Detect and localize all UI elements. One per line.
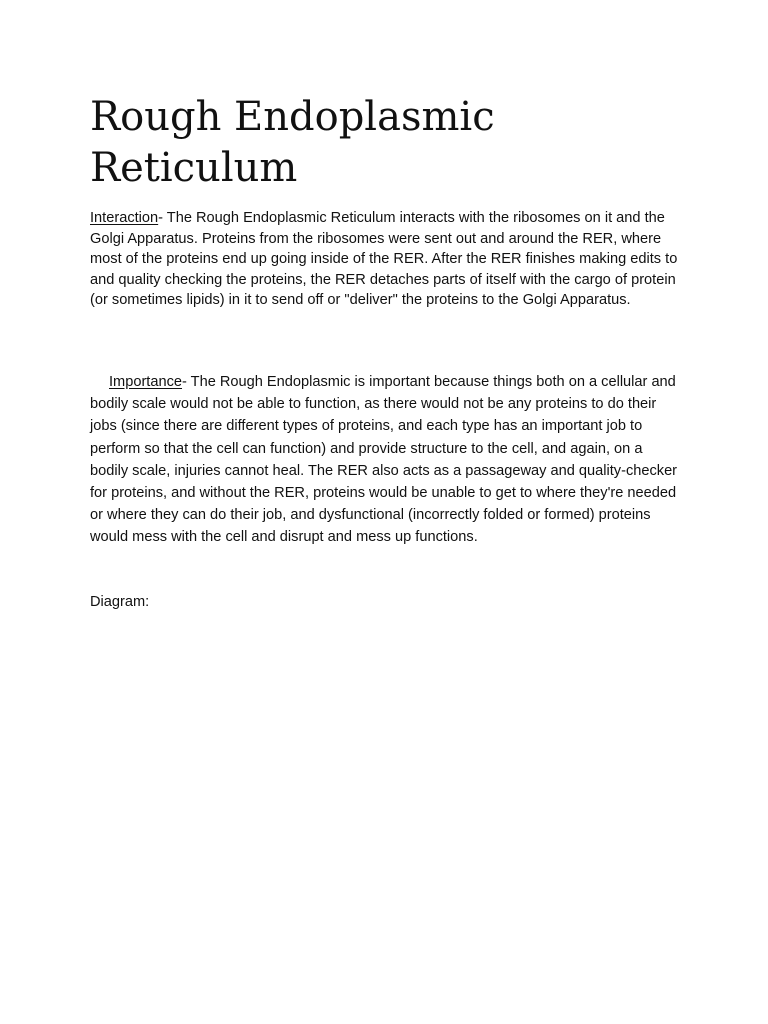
importance-heading: Importance: [109, 374, 183, 390]
importance-paragraph: [90, 371, 682, 549]
interaction-paragraph: [90, 208, 682, 311]
diagram-area: [90, 620, 682, 980]
interaction-text: - The Rough Endoplasmic Reticulum interacts with the ribosomes on it and the Golgi Apparatus. Proteins from the ribosomes were sent out and around the RER, where most of the proteins end up going inside of the RER. After the RER finishes making edits to and quality checking the proteins, the RER detaches parts of itself with the cargo of protein (or sometimes lipids) in it to send off or "deliver" the proteins to the Golgi Apparatus.: [90, 210, 678, 308]
diagram-label: Diagram:: [90, 594, 150, 610]
importance-text: - The Rough Endoplasmic is important because things both on a cellular and bodily scale would not be able to function, as there would not be any proteins to do their jobs (since there are different types of proteins, and each type has an important job to perform so that the cell can function) and provide structure to the cell, and again, on a bodily scale, injuries cannot heal. The RER also acts as a passageway and quality-checker for proteins, and without the RER, proteins would be unable to get to where they're needed or where they can do their job, and dysfunctional (incorrectly folded or formed) proteins would mess with the cell and disrupt and mess up functions.: [90, 374, 678, 546]
interaction-heading: Interaction: [90, 210, 159, 226]
page-title: Rough Endoplasmic Reticulum: [90, 94, 495, 191]
